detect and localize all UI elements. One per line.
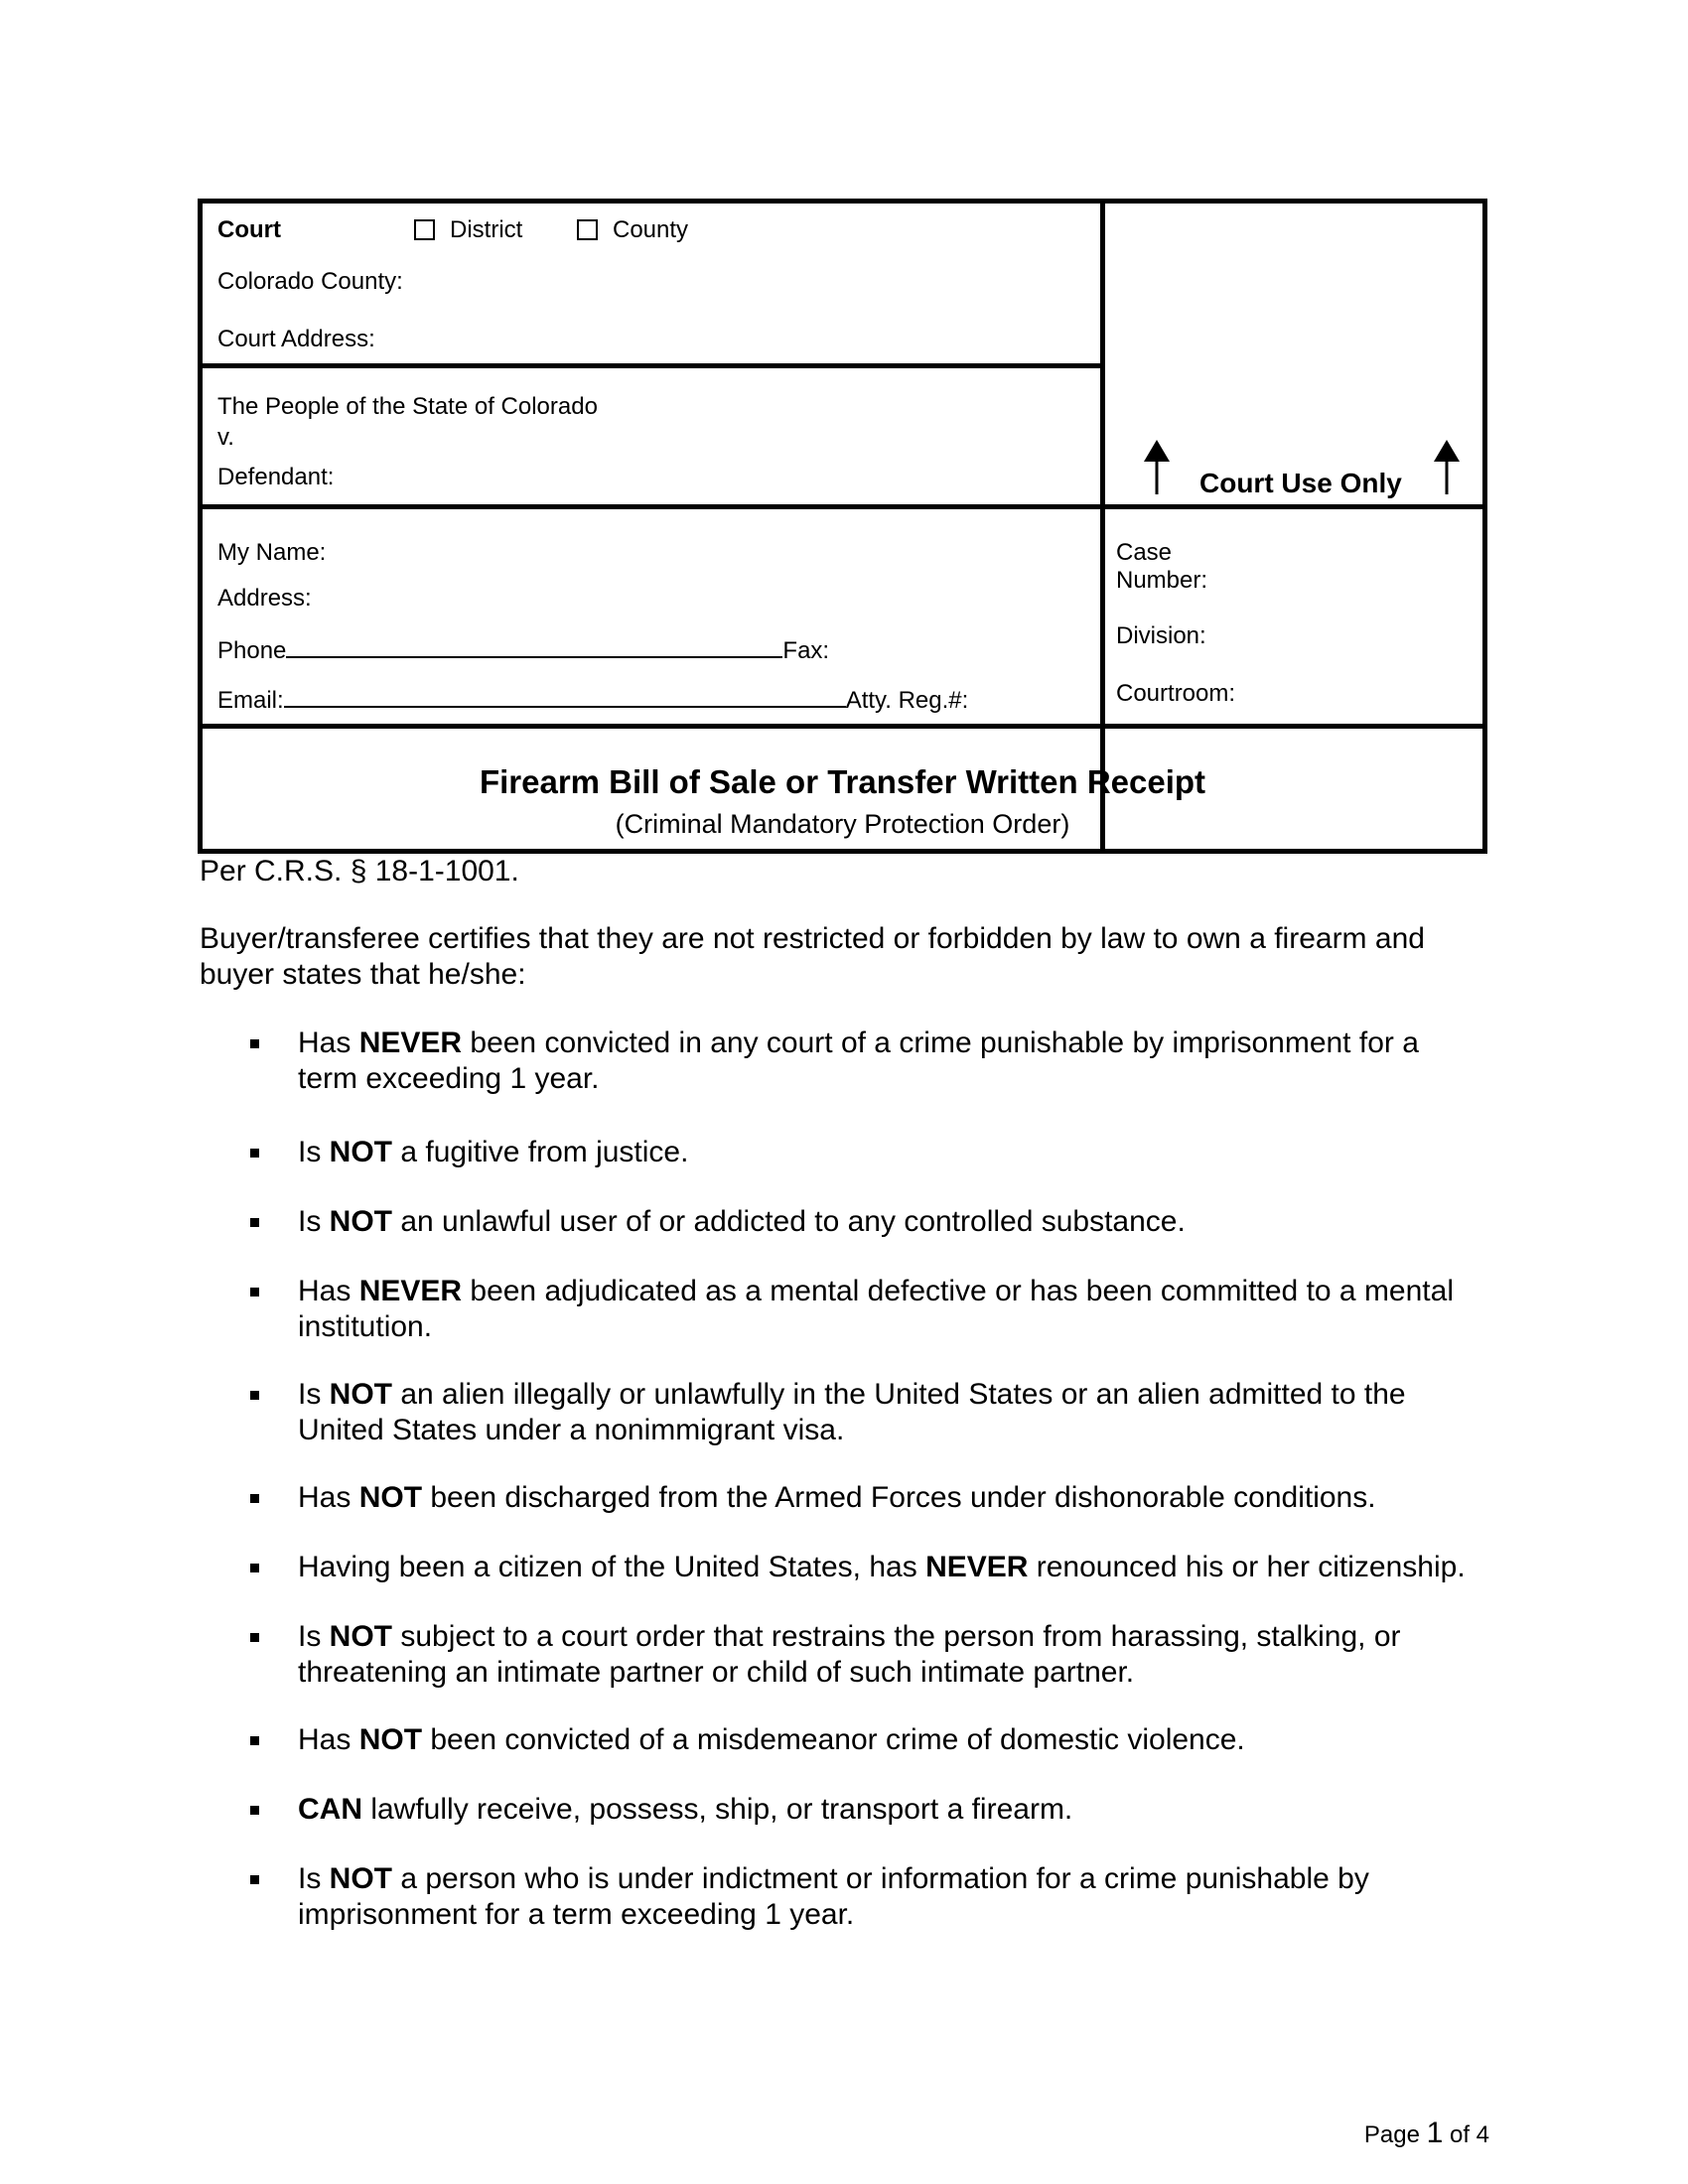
item-text-post: a person who is under indictment or information for a crime punishable by bbox=[392, 1862, 1369, 1895]
item-text-post: been adjudicated as a mental defective or has been committed to a mental bbox=[462, 1275, 1454, 1307]
bullet-icon bbox=[250, 1633, 259, 1642]
item-text-pre: Having been a citizen of the United States, has bbox=[298, 1551, 926, 1583]
list-item bbox=[0, 1135, 1688, 1214]
bullet-icon bbox=[250, 1039, 259, 1048]
bullet-icon bbox=[250, 1288, 259, 1297]
form-subtitle: (Criminal Mandatory Protection Order) bbox=[615, 809, 1070, 839]
page-of: of 4 bbox=[1449, 2121, 1489, 2148]
item-text-bold: CAN bbox=[298, 1793, 362, 1826]
item-text-bold: NOT bbox=[329, 1205, 392, 1238]
caption-divider-3 bbox=[203, 724, 1482, 729]
division-label: Division: bbox=[1116, 622, 1206, 649]
caption-divider-2 bbox=[203, 504, 1482, 509]
item-text-line2: threatening an intimate partner or child of such intimate partner. bbox=[298, 1656, 1135, 1689]
my-name-label: My Name: bbox=[217, 539, 327, 566]
item-text-post: an unlawful user of or addicted to any controlled substance. bbox=[392, 1205, 1186, 1238]
fax-label: Fax: bbox=[782, 637, 830, 664]
district-label: District bbox=[450, 216, 523, 243]
page-word: Page bbox=[1363, 2121, 1420, 2148]
list-item bbox=[0, 1792, 1688, 1871]
intro-line-2: buyer states that he/she: bbox=[200, 958, 526, 991]
item-text-post: renounced his or her citizenship. bbox=[1028, 1551, 1466, 1583]
list-item bbox=[0, 1480, 1688, 1560]
court-caption-box bbox=[198, 199, 1487, 854]
intro-line-1: Buyer/transferee certifies that they are not restricted or forbidden by law to own a firearm and bbox=[200, 922, 1425, 955]
page-number bbox=[1364, 2116, 1489, 2150]
case-label: Case bbox=[1116, 539, 1173, 566]
defendant-label: Defendant: bbox=[217, 464, 335, 490]
item-text-line2: United States under a nonimmigrant visa. bbox=[298, 1414, 845, 1446]
item-text-bold: NEVER bbox=[925, 1551, 1029, 1583]
bullet-icon bbox=[250, 1564, 259, 1572]
bullet-icon bbox=[250, 1149, 259, 1158]
phone-row bbox=[217, 634, 829, 665]
versus-label: v. bbox=[217, 424, 234, 451]
item-text-pre: Has bbox=[298, 1026, 359, 1059]
court-address-label: Court Address: bbox=[217, 326, 375, 352]
county-label: County bbox=[613, 216, 689, 243]
bullet-icon bbox=[250, 1806, 259, 1815]
page-current: 1 bbox=[1426, 2116, 1444, 2149]
item-text-line2: institution. bbox=[298, 1310, 433, 1343]
item-text-bold: NOT bbox=[358, 1481, 423, 1514]
arrow-up-icon bbox=[1142, 440, 1172, 495]
item-text-line2: term exceeding 1 year. bbox=[298, 1062, 600, 1095]
form-title: Firearm Bill of Sale or Transfer Written Receipt bbox=[479, 763, 1206, 800]
item-text-pre: Has bbox=[298, 1481, 359, 1514]
item-text-pre: Is bbox=[298, 1205, 330, 1238]
item-text-bold: NEVER bbox=[358, 1026, 463, 1059]
county-checkbox[interactable] bbox=[577, 219, 598, 240]
district-checkbox[interactable] bbox=[414, 219, 435, 240]
item-text-post: lawfully receive, possess, ship, or transport a firearm. bbox=[362, 1793, 1073, 1826]
arrow-up-icon bbox=[1432, 440, 1462, 495]
list-item bbox=[0, 1550, 1688, 1629]
list-item bbox=[0, 1204, 1688, 1284]
bullet-icon bbox=[250, 1494, 259, 1503]
item-text-pre: Has bbox=[298, 1723, 359, 1756]
item-text-post: an alien illegally or unlawfully in the United States or an alien admitted to the bbox=[392, 1378, 1406, 1411]
court-label: Court bbox=[217, 216, 281, 243]
caption-divider-1 bbox=[203, 363, 1100, 368]
bullet-icon bbox=[250, 1218, 259, 1227]
item-text-pre: Has bbox=[298, 1275, 359, 1307]
item-text-post: a fugitive from justice. bbox=[392, 1136, 689, 1168]
item-text-post: been convicted of a misdemeanor crime of domestic violence. bbox=[422, 1723, 1245, 1756]
phone-label: Phone bbox=[217, 637, 287, 664]
email-label: Email: bbox=[217, 687, 284, 714]
court-use-only-label: Court Use Only bbox=[1199, 468, 1402, 498]
statute-reference: Per C.R.S. § 18-1-1001. bbox=[200, 855, 519, 887]
email-row bbox=[217, 684, 968, 715]
item-text-bold: NOT bbox=[329, 1136, 392, 1168]
bullet-icon bbox=[250, 1736, 259, 1745]
item-text-pre: Is bbox=[298, 1378, 330, 1411]
item-text-bold: NOT bbox=[358, 1723, 423, 1756]
item-text-bold: NOT bbox=[329, 1862, 392, 1895]
address-label: Address: bbox=[217, 585, 312, 612]
item-text-post: been convicted in any court of a crime punishable by imprisonment for a bbox=[462, 1026, 1419, 1059]
phone-input-line[interactable] bbox=[286, 634, 782, 658]
courtroom-label: Courtroom: bbox=[1116, 680, 1236, 707]
bullet-icon bbox=[250, 1391, 259, 1400]
bullet-icon bbox=[250, 1875, 259, 1884]
colorado-county-label: Colorado County: bbox=[217, 268, 403, 295]
list-item bbox=[0, 1274, 1688, 1353]
intro-paragraph bbox=[200, 921, 1490, 993]
caption-vertical-divider bbox=[1100, 204, 1105, 849]
item-text-post: subject to a court order that restrains the person from harassing, stalking, or bbox=[392, 1620, 1401, 1653]
item-text-bold: NOT bbox=[329, 1378, 392, 1411]
list-item bbox=[0, 1377, 1688, 1456]
item-text-line2: imprisonment for a term exceeding 1 year. bbox=[298, 1898, 855, 1931]
email-input-line[interactable] bbox=[284, 684, 846, 708]
people-label: The People of the State of Colorado bbox=[217, 393, 598, 420]
item-text-pre: Is bbox=[298, 1862, 330, 1895]
list-item bbox=[0, 1722, 1688, 1802]
item-text-bold: NOT bbox=[329, 1620, 392, 1653]
list-item bbox=[0, 1619, 1688, 1699]
case-number-label: Number: bbox=[1116, 567, 1208, 594]
item-text-bold: NEVER bbox=[358, 1275, 463, 1307]
item-text-pre: Is bbox=[298, 1620, 330, 1653]
list-item bbox=[0, 1025, 1688, 1105]
item-text-pre: Is bbox=[298, 1136, 330, 1168]
item-text-post: been discharged from the Armed Forces under dishonorable conditions. bbox=[422, 1481, 1376, 1514]
atty-reg-label: Atty. Reg.#: bbox=[845, 687, 969, 714]
list-item bbox=[0, 1861, 1688, 1941]
